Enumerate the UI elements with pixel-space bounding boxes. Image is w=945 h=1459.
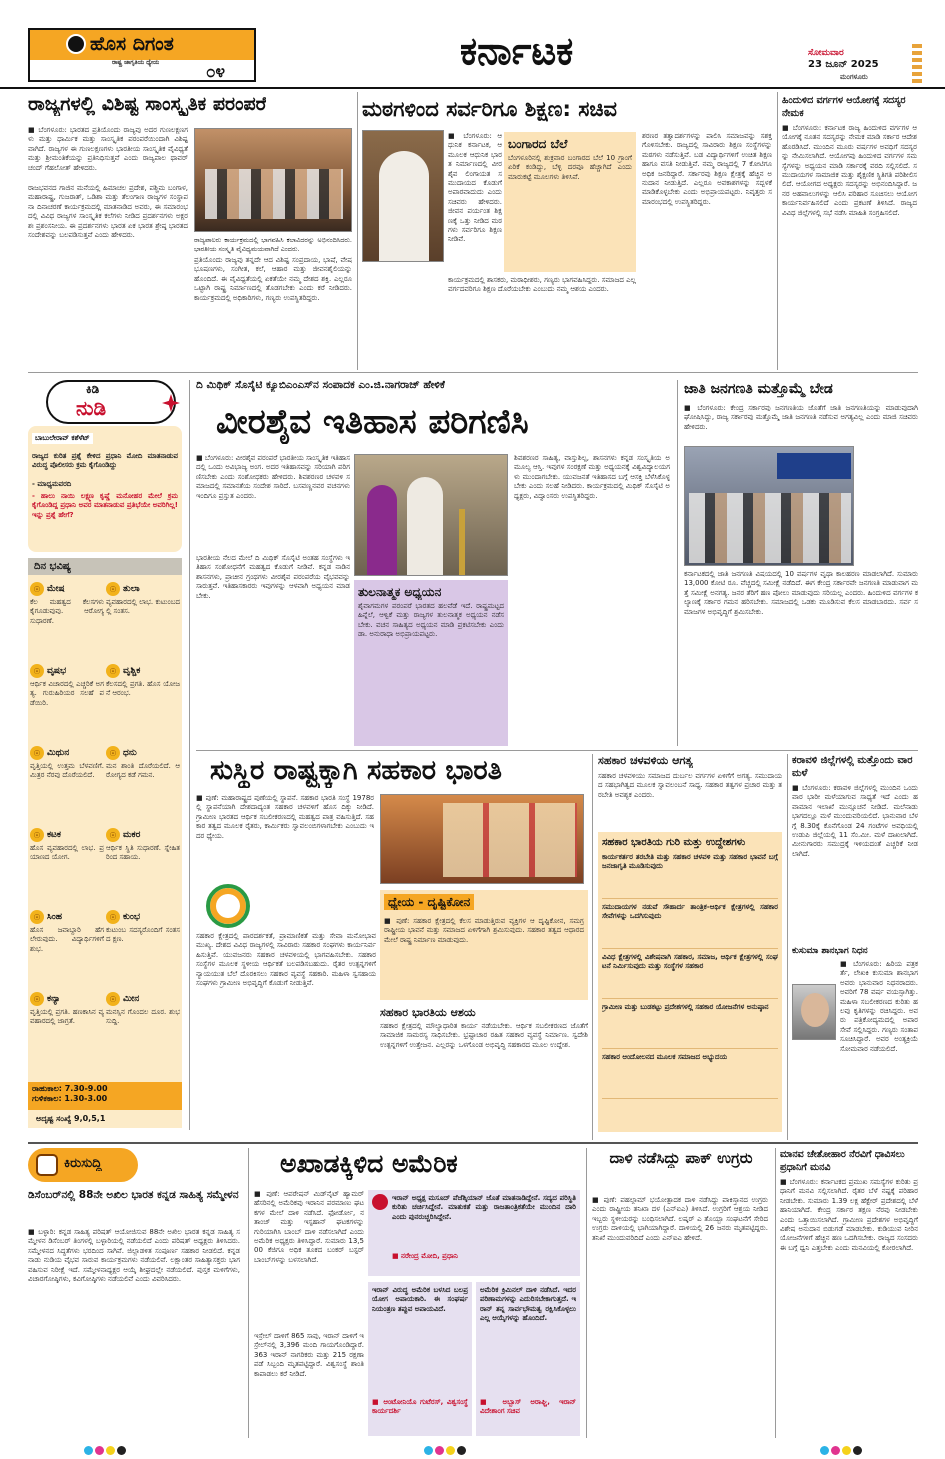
horoscope-sign-head — [30, 582, 104, 596]
story-education — [362, 92, 772, 360]
horoscope-sign — [106, 746, 180, 826]
zodiac-icon: ☉ — [106, 664, 120, 678]
kiru-body: ■ ಬಳ್ಳಾರಿ: ಕನ್ನಡ ಸಾಹಿತ್ಯ ಪರಿಷತ್ ಆಯೋಜಿಸುವ 88ನೇ ಅಖಿಲ ಭಾರತ ಕನ್ನಡ ಸಾಹಿತ್ಯ ಸಮ್ಮೇಳನ ಡಿಸೆಂಬರ್ ತಿಂಗಳಲ್ಲಿ ಬಳ್ಳಾರಿಯಲ್ಲಿ ನಡೆಯಲಿದೆ ಎಂದು ಪರಿಷತ್ ಅಧ್ಯಕ್ಷರು ತಿಳಿಸಿದರು. ಸಮ್ಮೇಳನದ ಸಿದ್ಧತೆಗಳು ಭರದಿಂದ ಸಾಗಿವೆ. ಜಿಲ್ಲಾಡಳಿತ ಸಂಪೂರ್ಣ ಸಹಕಾರ ನೀಡಲಿದೆ. ಕನ್ನಡ ನಾಡು ನುಡಿಯ ವೈಭವ ಸಾರುವ ಕಾರ್ಯಕ್ರಮಗಳು ನಡೆಯಲಿವೆ. ಲಕ್ಷಾಂತರ ಸಾಹಿತ್ಯಾಸಕ್ತರು ಭಾಗವಹಿಸುವ ನಿರೀಕ್ಷೆ ಇದೆ. ಸಮ್ಮೇಳನಾಧ್ಯಕ್ಷರ ಆಯ್ಕೆ ಶೀಘ್ರದಲ್ಲೇ ನಡೆಯಲಿದೆ. ಪುಸ್ತಕ ಮಳಿಗೆಗಳು, ವಿಚಾರಗೋಷ್ಠಿಗಳು, ಕವಿಗೋಷ್ಠಿಗಳು ನಡೆಯಲಿವೆ ಎಂದು ವಿವರಿಸಿದರು. — [28, 1228, 240, 1284]
registration-marks-right — [820, 1440, 864, 1459]
horoscope-sign-head — [106, 910, 180, 924]
goal-item: ಸಹಕಾರ ಆಂದೋಲನದ ಮೂಲಕ ಸಮಾಜದ ಅಭ್ಯುದಯ — [602, 1053, 778, 1099]
horoscope-sign-text: ಆರ್ಥಿಕ ವಿಚಾರದಲ್ಲಿ ಎಚ್ಚರಿಕೆ ಅಗತ್ಯ. ಗುರುಹಿರಿಯರ ಸಲಹೆ ಪಡೆಯಿರಿ. — [30, 680, 104, 707]
col-rule — [248, 1148, 249, 1438]
reg-cyan — [424, 1446, 433, 1455]
horoscope-sign-text: ಮನ ಶಾಂತಿ ದೊರೆಯಲಿದೆ. ಆರೋಗ್ಯದ ಕಡೆ ಗಮನ. — [106, 762, 180, 780]
zodiac-icon: ☉ — [30, 910, 44, 924]
zodiac-icon: ☉ — [30, 664, 44, 678]
lead-photo — [354, 454, 508, 576]
education-body-1: ■ ಬೆಂಗಳೂರು: ಆಧುನಿಕ ಕರ್ನಾಟಕ, ಆ ಮೂಲಕ ಆಧುನಿಕ ಭಾರತ ನಿರ್ಮಾಣದಲ್ಲಿ ವೀರಶೈವ ಲಿಂಗಾಯತ ಸಮುದಾಯದ ಕೊಡುಗೆ ಅಪಾರವಾದುದು ಎಂದು ಸಚಿವರು ಹೇಳಿದರು. ಜೀವನ ಪರ್ಯಂತ ಶಿಕ್ಷಣಕ್ಕೆ ಒತ್ತು ನೀಡಿದ ಮಠಗಳು ಸರ್ವರಿಗೂ ಶಿಕ್ಷಣ ನೀಡಿವೆ. — [448, 132, 502, 244]
story-america — [254, 1148, 580, 1438]
issue-date: 23 ಜೂನ್ 2025 — [808, 59, 879, 70]
story-appeal — [780, 1148, 918, 1438]
horoscope-sign — [106, 910, 180, 990]
horoscope-sign — [106, 582, 180, 662]
page-number: ೦೪ — [206, 62, 226, 82]
horoscope-sign — [30, 664, 104, 744]
masthead — [0, 0, 945, 86]
census-photo — [684, 446, 854, 566]
culture-headline: ರಾಜ್ಯಗಳಲ್ಲಿ ವಿಶಿಷ್ಟ ಸಾಂಸ್ಕೃತಿಕ ಪರಂಪರೆ — [28, 93, 267, 115]
horoscope-sign-name: ಕುಂಭ — [123, 912, 141, 922]
horoscope-sign-text: ಆರ್ಥಿಕ ಸ್ಥಿತಿ ಸುಧಾರಣೆ. ಸ್ನೇಹಿತರಿಂದ ಸಹಾಯ. — [106, 844, 180, 862]
gold-inset-body: ಬೆಂಗಳೂರಿನಲ್ಲಿ ಶುಕ್ರವಾರ ಬಂಗಾರದ ಬೆಲೆ 10 ಗ್ರಾಂಗೆ ಏರಿಕೆ ಕಂಡಿದ್ದು, ಬೆಳ್ಳಿ ದರವೂ ಹೆಚ್ಚಾಗಿದೆ ಎಂದು ಮಾರುಕಟ್ಟೆ ಮೂಲಗಳು ತಿಳಿಸಿವೆ. — [508, 154, 632, 181]
kala-box — [28, 1082, 182, 1110]
horoscope-sign-name: ಕಟಕ — [47, 830, 61, 840]
horoscope-sign — [30, 828, 104, 908]
photo-face — [801, 993, 829, 1027]
quote-araghchi — [476, 1282, 580, 1436]
lead-headline: ವೀರಶೈವ ಇತಿಹಾಸ ಪರಿಗಣಿಸಿ — [216, 402, 529, 442]
goal-item: ಗ್ರಾಮೀಣ ಮತ್ತು ಬುಡಕಟ್ಟು ಪ್ರದೇಶಗಳಲ್ಲಿ ಸಹಕಾರ ಯೋಜನೆಗಳ ಅನುಷ್ಠಾನ — [602, 1003, 778, 1049]
nudi-title: ನುಡಿ — [76, 396, 107, 420]
goals-inset — [598, 832, 782, 1132]
horoscope-sign-text: ಹೊಸ ವ್ಯವಹಾರದಲ್ಲಿ ಲಾಭ. ಪ್ರಯಾಣದ ಯೋಗ. — [30, 844, 104, 862]
america-headline: ಅಖಾಡಕ್ಕಿಳಿದ ಅಮೆರಿಕ — [280, 1149, 458, 1178]
horoscope-grid — [30, 582, 180, 1062]
col-rule — [189, 380, 190, 1130]
horoscope-sign — [106, 664, 180, 744]
appeal-body: ■ ಬೆಂಗಳೂರು: ಕರ್ನಾಟಕದ ಪ್ರಮುಖ ಸಮಸ್ಯೆಗಳ ಕುರಿತು ಪ್ರಧಾನಿಗೆ ಮನವಿ ಸಲ್ಲಿಸಲಾಗಿದೆ. ರೈತರ ಬೆಳೆ ನಷ್ಟಕ್ಕೆ ಪರಿಹಾರ ನೀಡಬೇಕು. ಸುಮಾರು 1.39 ಲಕ್ಷ ಹೆಕ್ಟೇರ್ ಪ್ರದೇಶದಲ್ಲಿ ಬೆಳೆ ಹಾನಿಯಾಗಿದೆ. ಕೇಂದ್ರ ಸರ್ಕಾರ ತಕ್ಷಣ ನೆರವು ನೀಡಬೇಕು ಎಂದು ಒತ್ತಾಯಿಸಲಾಗಿದೆ. ಗ್ರಾಮೀಣ ಪ್ರದೇಶಗಳ ಅಭಿವೃದ್ಧಿಗೆ ವಿಶೇಷ ಅನುದಾನ ಬಿಡುಗಡೆ ಮಾಡಬೇಕು. ಕುಡಿಯುವ ನೀರಿನ ಯೋಜನೆಗಳಿಗೆ ಹೆಚ್ಚಿನ ಹಣ ಒದಗಿಸಬೇಕು. ರಾಜ್ಯದ ಸಂಸದರು ಈ ಬಗ್ಗೆ ಧ್ವನಿ ಎತ್ತಬೇಕು ಎಂದು ಮನವಿಯಲ್ಲಿ ಕೋರಲಾಗಿದೆ. — [780, 1178, 918, 1252]
education-headline: ಮಠಗಳಿಂದ ಸರ್ವರಿಗೂ ಶಿಕ್ಷಣ: ಸಚಿವ — [362, 97, 617, 121]
horoscope-sign — [106, 828, 180, 908]
rahu-kala: ರಾಹುಕಾಲ: 7.30-9.00 — [32, 1084, 108, 1093]
culture-caption: ರಾಜ್ಯಪಾಲರು ಕಾರ್ಯಕ್ರಮದಲ್ಲಿ ಭಾಗವಹಿಸಿ ಕಲಾವಿದರನ್ನು ಅಭಿನಂದಿಸಿದರು. ಭಾರತೀಯ ಸಂಸ್ಕೃತಿ ವೈವಿಧ್ಯಮಯವಾಗಿದೆ ಎಂದರು. — [194, 236, 352, 254]
sahakar-body-2: ಸಹಕಾರ ಕ್ಷೇತ್ರದಲ್ಲಿ ಪಾರದರ್ಶಕತೆ, ಪ್ರಾಮಾಣಿಕತೆ ಮತ್ತು ಸೇವಾ ಮನೋಭಾವ ಮುಖ್ಯ. ದೇಶದ ವಿವಿಧ ರಾಜ್ಯಗಳಲ್ಲಿ ಸಾವಿರಾರು ಸಹಕಾರ ಸಂಘಗಳು ಕಾರ್ಯನಿರ್ವಹಿಸುತ್ತಿವೆ. ಯುವಜನರು ಸಹಕಾರ ಚಳವಳಿಯಲ್ಲಿ ಭಾಗವಹಿಸಬೇಕು. ಸಹಕಾರ ಸಂಸ್ಥೆಗಳ ಮೂಲಕ ಸ್ಥಳೀಯ ಆರ್ಥಿಕತೆ ಬಲಪಡಿಸಬಹುದು. ರೈತರ ಉತ್ಪನ್ನಗಳಿಗೆ ನ್ಯಾಯಯುತ ಬೆಲೆ ದೊರಕಿಸಲು ಸಹಕಾರ ವ್ಯವಸ್ಥೆ ಸಹಕಾರಿ. ಮಹಿಳಾ ಸ್ವಸಹಾಯ ಸಂಘಗಳು ಗ್ರಾಮೀಣ ಅಭಿವೃದ್ಧಿಗೆ ಕೊಡುಗೆ ನೀಡುತ್ತಿವೆ. — [196, 932, 376, 988]
horoscope-sign — [30, 992, 104, 1072]
horoscope-sign-name: ತುಲಾ — [123, 584, 140, 594]
horoscope-sign-head — [106, 992, 180, 1006]
zodiac-icon: ☉ — [30, 746, 44, 760]
kidi-nudi-box — [28, 380, 182, 552]
horoscope-sign-name: ಮಿಥುನ — [47, 748, 70, 758]
zodiac-icon: ☉ — [30, 582, 44, 596]
horoscope-sign-text: ಕೆಲ ಮಹತ್ವದ ಕೆಲಸಗಳು ಕೈಗೂಡುವುವು. ಆರೋಗ್ಯ ಸುಧಾರಣೆ. — [30, 598, 104, 625]
horoscope-sign-head — [106, 746, 180, 760]
photo-people — [205, 169, 343, 219]
issue-day: ಸೋಮವಾರ — [808, 48, 844, 58]
col-rule — [677, 380, 678, 746]
census-headline: ಜಾತಿ ಜನಗಣತಿ ಮತ್ತೊಮ್ಮೆ ಬೇಡ — [684, 381, 833, 397]
goal-item: ಸಮುದಾಯಗಳ ನಡುವೆ ಸೌಹಾರ್ದ ತಾಂತ್ರಿಕ-ಆರ್ಥಿಕ ಕ್ಷೇತ್ರಗಳಲ್ಲಿ ಸಹಕಾರ ಸೇವೆಗಳನ್ನು ಒದಗಿಸುವುದು — [602, 903, 778, 949]
quote-guterres-text: ಇರಾನ್ ವಿರುದ್ಧ ಅಮೆರಿಕ ಬಳಸಿದ ಬಲಪ್ರಯೋಗ ಅಪಾಯಕಾರಿ. ಈ ಸಂಘರ್ಷ ನಿಯಂತ್ರಣ ತಪ್ಪುವ ಅಪಾಯವಿದೆ. — [372, 1286, 468, 1313]
horoscope-sign-head — [30, 992, 104, 1006]
masthead-tagline: ರಾಷ್ಟ್ರ ಜಾಗೃತಿಯ ಧ್ಯೇಯ — [112, 59, 160, 66]
reg-yellow — [106, 1446, 115, 1455]
col-rule — [777, 92, 778, 370]
appeal-headline: ಮಾನವ ಚೇತೋಹಾರ ನೆರವಿಗೆ ಧಾವಿಸಲು ಪ್ರಧಾನಿಗೆ ಮನವಿ — [780, 1149, 905, 1173]
section-rule — [196, 750, 918, 751]
education-photo — [362, 130, 444, 262]
lead-body-3: ಶಿವಶರಣರ ಸಾಹಿತ್ಯ, ವಾಸ್ತುಶಿಲ್ಪ, ಶಾಸನಗಳು ಕನ್ನಡ ಸಂಸ್ಕೃತಿಯ ಅಮೂಲ್ಯ ಆಸ್ತಿ. ಇವುಗಳ ಸಂರಕ್ಷಣೆ ಮತ್ತು ಅಧ್ಯಯನಕ್ಕೆ ವಿಶ್ವವಿದ್ಯಾಲಯಗಳು ಮುಂದಾಗಬೇಕು. ಯುವಜನತೆ ಇತಿಹಾಸದ ಬಗ್ಗೆ ಆಸಕ್ತಿ ಬೆಳೆಸಿಕೊಳ್ಳಬೇಕು ಎಂದು ಸಲಹೆ ನೀಡಿದರು. ಕಾರ್ಯಕ್ರಮದಲ್ಲಿ ಮಿಥಿಕ್ ಸೊಸೈಟಿ ಅಧ್ಯಕ್ಷರು, ವಿದ್ವಾಂಸರು ಉಪಸ್ಥಿತರಿದ್ದರು. — [514, 454, 670, 500]
horoscope-title: ದಿನ ಭವಿಷ್ಯ — [28, 558, 182, 575]
lucky-number: ಅದೃಷ್ಟ ಸಂಖ್ಯೆ 9,0,5,1 — [36, 1114, 106, 1123]
horoscope-sign-head — [106, 828, 180, 842]
masthead-logo: ಹೊಸ ದಿಗಂತ — [90, 33, 174, 55]
rain-headline: ಕರಾವಳಿ ಜಿಲ್ಲೆಗಳಲ್ಲಿ ಮತ್ತೊಂದು ವಾರ ಮಳೆ — [792, 755, 913, 779]
kidi-badge — [46, 380, 176, 424]
story-culture — [28, 92, 352, 360]
horoscope-sign-text: ಕೆಲಸದಲ್ಲಿ ಪ್ರಗತಿ. ಹೊಸ ಯೋಜನೆ ಆರಂಭ. — [106, 680, 180, 698]
kiru-headline: ಡಿಸೆಂಬರ್‌ನಲ್ಲಿ 88ನೇ ಅಖಿಲ ಭಾರತ ಕನ್ನಡ ಸಾಹಿತ್ಯ ಸಮ್ಮೇಳನ — [28, 1189, 239, 1201]
culture-body-2: ರಾಜಭವನದ ಗಾಜಿನ ಮನೆಯಲ್ಲಿ ಹಿಮಾಚಲ ಪ್ರದೇಶ, ಪಶ್ಚಿಮ ಬಂಗಾಳ, ಮಹಾರಾಷ್ಟ್ರ, ಗುಜರಾತ್, ಒಡಿಶಾ ಮತ್ತು ತೆಲಂಗಾಣ ರಾಜ್ಯಗಳ ಸಂಸ್ಥಾಪನಾ ದಿನಾಚರಣೆ ಕಾರ್ಯಕ್ರಮದಲ್ಲಿ ಮಾತನಾಡಿದ ಅವರು, ಈ ಸಮಾರಂಭದಲ್ಲಿ ವಿವಿಧ ರಾಜ್ಯಗಳ ಸಾಂಸ್ಕೃತಿಕ ಕಲೆಗಳು ನೀಡಿದ ಪ್ರದರ್ಶನಗಳು ಅಕ್ಷರಶಃ ಪ್ರಶಂಸನೀಯ. ಈ ಪ್ರದರ್ಶನಗಳು ಭಾರತ ಏಕ ಭಾರತ ಶ್ರೇಷ್ಠ ಭಾರತದ ಸಂದೇಶವನ್ನು ಬಲಪಡಿಸುತ್ತವೆ ಎಂದು ಹೇಳಿದರು. — [28, 184, 188, 240]
horoscope-sign-head — [106, 664, 180, 678]
quote-araghchi-text: ಅಮೆರಿಕ ಕ್ರಿಮಿನಲ್ ದಾಳಿ ನಡೆಸಿದೆ. ಇದರ ಪರಿಣಾಮಗಳನ್ನು ಎದುರಿಸಬೇಕಾಗುತ್ತದೆ. ಇರಾನ್ ತನ್ನ ಸಾರ್ವಭೌಮತ್ವ ರಕ್ಷಿಸಿಕೊಳ್ಳಲು ಎಲ್ಲ ಆಯ್ಕೆಗಳನ್ನು ಹೊಂದಿದೆ. — [480, 1286, 576, 1323]
horoscope-sign-text: ವ್ಯವಹಾರದಲ್ಲಿ ಲಾಭ. ಕುಟುಂಬದಲ್ಲಿ ಸಂತಸ. — [106, 598, 180, 616]
vision-inset — [380, 890, 588, 1000]
photo-portraits — [443, 803, 577, 877]
zodiac-icon: ☉ — [106, 746, 120, 760]
reg-magenta — [831, 1446, 840, 1455]
horoscope-sign-head — [30, 664, 104, 678]
culture-body-1: ■ ಬೆಂಗಳೂರು: ಭಾರತದ ಪ್ರತಿಯೊಂದು ರಾಜ್ಯವು ಅದರ ಗುಣಲಕ್ಷಣಗಳು ಮತ್ತು ಧಾರ್ಮಿಕ ಮತ್ತು ಸಾಂಸ್ಕೃತಿಕ ಪರಂಪರೆಯಿಂದಾಗಿ ವಿಶಿಷ್ಟವಾಗಿದೆ. ರಾಜ್ಯಗಳ ಈ ಗುಣಲಕ್ಷಣಗಳು ಭಾರತೀಯ ಸಾಂಸ್ಕೃತಿಕ ವೈವಿಧ್ಯತೆ ಮತ್ತು ಶ್ರೀಮಂತಿಕೆಯನ್ನು ಪ್ರತಿನಿಧಿಸುತ್ತವೆ ಎಂದು ರಾಜ್ಯಪಾಲ ಥಾವರ್ ಚಂದ್ ಗೆಹಲೋತ್ ಹೇಳಿದರು. — [28, 126, 188, 172]
horoscope-box — [28, 558, 182, 1128]
kidi-quote: ರಾಜ್ಯದ ಕುರಿತ ಪ್ರಶ್ನೆ ಕೇಳಿದ ಪ್ರಧಾನಿ ಮೋದಿ ಮಾತನಾಡುವ ವಿರುದ್ಧ ಪೊಲೀಸರು ಕ್ರಮ ಕೈಗೊಂಡಿದ್ದು — [32, 452, 178, 470]
col-rule — [592, 754, 593, 1140]
masthead-rule — [0, 87, 945, 89]
horoscope-sign-name: ಕನ್ಯಾ — [47, 994, 61, 1004]
quote-modi — [368, 1190, 580, 1276]
education-body-2: ಕಾರ್ಯಕ್ರಮದಲ್ಲಿ ಶಾಸಕರು, ಮಠಾಧೀಶರು, ಗಣ್ಯರು ಭಾಗವಹಿಸಿದ್ದರು. ಸಮಾಜದ ಎಲ್ಲ ವರ್ಗದವರಿಗೂ ಶಿಕ್ಷಣ ದೊರೆಯಬೇಕು ಎಂಬುದು ನಮ್ಮ ಆಶಯ ಎಂದರು. — [448, 276, 636, 294]
photo-man — [407, 477, 443, 576]
quote-mark-icon — [372, 1194, 388, 1210]
goals-title: ಸಹಕಾರ ಭಾರತಿಯ ಗುರಿ ಮತ್ತು ಉದ್ದೇಶಗಳು — [602, 837, 746, 848]
horoscope-sign — [30, 746, 104, 826]
horoscope-sign — [106, 992, 180, 1072]
story-pak — [592, 1148, 768, 1438]
kidi-source: - ಮಾಧ್ಯಮವರದಿ — [32, 480, 72, 488]
obit-body: ■ ಬೆಂಗಳೂರು: ಹಿರಿಯ ಪತ್ರಕರ್ತೆ, ಲೇಖಕಿ ಕುಸುಮಾ ಶಾನಭಾಗ ಅವರು ಭಾನುವಾರ ನಿಧನರಾದರು. ಅವರಿಗೆ 78 ವರ್ಷ ವಯಸ್ಸಾಗಿತ್ತು. ಮಹಿಳಾ ಸಬಲೀಕರಣದ ಕುರಿತು ಹಲವು ಕೃತಿಗಳನ್ನು ರಚಿಸಿದ್ದರು. ಅವರು ಪತ್ರಿಕೋದ್ಯಮದಲ್ಲಿ ಅಪಾರ ಸೇವೆ ಸಲ್ಲಿಸಿದ್ದರು. ಗಣ್ಯರು ಸಂತಾಪ ಸೂಚಿಸಿದ್ದಾರೆ. ಅವರ ಅಂತ್ಯಕ್ರಿಯೆ ಸೋಮವಾರ ನಡೆಯಲಿದೆ. — [840, 960, 918, 1053]
kidi-response: - ಹಾಲು ನಾಯಿ ಲಕ್ಷ್ಮಣ ಕೃಷ್ಣೆ ಮನೋಹರ ಮೇಲೆ ಕ್ರಮ ಕೈಗೊಂಡಿದ್ದ ಪ್ರಧಾನಿ ಅವರ ಮಾತನಾಡುವ ಪ್ರತಿಭೆಯೇ ಅವರಿಗಿಲ್ಲ! ಇನ್ನು ಪ್ರಶ್ನೆ ಹೇಗೆ? — [32, 492, 178, 519]
lead-kicker: ದಿ ಮಿಥಿಕ್ ಸೊಸೈಟಿ ಕ್ಯೂಬಿಎಂಎಸ್‌ನ ಸಂಪಾದಕ ಎಂ.ಜಿ.ನಾಗರಾಜ್ ಹೇಳಿಕೆ — [196, 379, 445, 391]
hand-icon — [36, 1154, 58, 1176]
section-rule — [28, 372, 918, 373]
goal-item: ಕಾರ್ಯಕರ್ತರ ತರಬೇತಿ ಮತ್ತು ಸಹಕಾರ ಚಳವಳಿ ಮತ್ತು ಸಹಕಾರ ಭಾವನೆ ಬಗ್ಗೆ ಜನಜಾಗೃತಿ ಮೂಡಿಸುವುದು — [602, 853, 778, 899]
census-body-1: ■ ಬೆಂಗಳೂರು: ಕೇಂದ್ರ ಸರ್ಕಾರವು ಜನಗಣತಿಯ ಜೊತೆಗೆ ಜಾತಿ ಜನಗಣತಿಯನ್ನು ಮಾಡುವುದಾಗಿ ಘೋಷಿಸಿದ್ದು, ರಾಜ್ಯ ಸರ್ಕಾರವು ಮತ್ತೊಮ್ಮೆ ಜಾತಿ ಜನಗಣತಿ ನಡೆಸುವ ಅಗತ್ಯವಿಲ್ಲ ಎಂದು ಮಾಜಿ ಸಚಿವರು ಹೇಳಿದರು. — [684, 404, 918, 431]
margin-stripes — [912, 44, 922, 84]
zodiac-icon: ☉ — [30, 992, 44, 1006]
photo-person — [379, 151, 429, 262]
quote-araghchi-by: ■ ಅಬ್ಬಾಸ್ ಅರಾಘ್ಚಿ, ಇರಾನ್ ವಿದೇಶಾಂಗ ಸಚಿವ — [480, 1398, 576, 1416]
horoscope-sign-name: ಸಿಂಹ — [47, 912, 63, 922]
horoscope-sign — [30, 582, 104, 662]
aashay-body: ಸಹಕಾರ ಕ್ಷೇತ್ರದಲ್ಲಿ ಮೌಲ್ಯಾಧಾರಿತ ಕಾರ್ಯ ನಡೆಯಬೇಕು. ಆರ್ಥಿಕ ಸಬಲೀಕರಣದ ಜೊತೆಗೆ ಸಾಮಾಜಿಕ ಸಾಮರಸ್ಯ ಸಾಧಿಸಬೇಕು. ಭ್ರಷ್ಟಾಚಾರ ರಹಿತ ಸಹಕಾರ ವ್ಯವಸ್ಥೆ ನಿರ್ಮಾಣ. ಸ್ವದೇಶಿ ಉತ್ಪನ್ನಗಳಿಗೆ ಉತ್ತೇಜನ. ಎಲ್ಲರನ್ನು ಒಳಗೊಂಡ ಅಭಿವೃದ್ಧಿ ಸಹಕಾರದ ಮೂಲ ಉದ್ದೇಶ. — [380, 1022, 588, 1049]
registration-marks-left — [84, 1440, 128, 1459]
reg-yellow — [842, 1446, 851, 1455]
story-rain — [792, 754, 918, 1140]
edition-city: ಮಂಗಳೂರು — [840, 73, 868, 81]
sahakar-body-1: ■ ಪುಣೆ: ಮಹಾರಾಷ್ಟ್ರದ ಪುಣೆಯಲ್ಲಿ ಸ್ಥಾಪನೆ. ಸಹಕಾರ ಭಾರತಿ ಸಂಸ್ಥೆ 1978ರಲ್ಲಿ ಸ್ಥಾಪನೆಯಾಗಿ ದೇಶದಾದ್ಯಂತ ಸಹಕಾರ ಚಳವಳಿಗೆ ಹೊಸ ದಿಕ್ಕು ನೀಡಿದೆ. ಗ್ರಾಮೀಣ ಭಾರತದ ಆರ್ಥಿಕ ಸಬಲೀಕರಣದಲ್ಲಿ ಮಹತ್ವದ ಪಾತ್ರ ವಹಿಸುತ್ತಿದೆ. ಸಹಕಾರ ತತ್ವದ ಮೂಲಕ ರೈತರು, ಕಾರ್ಮಿಕರು ಸ್ವಾವಲಂಬಿಗಳಾಗಬೇಕು ಎಂಬುದು ಇದರ ಧ್ಯೇಯ. — [196, 794, 374, 840]
quote-guterres-by: ■ ಆಂಟೋನಿಯೊ ಗುಟೆರಸ್, ವಿಶ್ವಸಂಸ್ಥೆ ಕಾರ್ಯದರ್ಶಿ — [372, 1398, 468, 1416]
zodiac-icon: ☉ — [30, 828, 44, 842]
horoscope-sign-text: ಮನಸ್ಸಿನ ಗೊಂದಲ ದೂರ. ಶುಭ ಸುದ್ದಿ. — [106, 1008, 180, 1026]
comparative-body: ಶೈವಾಗಮಗಳ ಪರಂಪರೆ ಭಾರತದ ಹಲವೆಡೆ ಇದೆ. ರಾಷ್ಟ್ರಮಟ್ಟದ ಹಿನ್ನೆಲೆ, ಆಳ್ವಿಕೆ ಮತ್ತು ರಾಜ್ಯಗಳ ತುಲನಾತ್ಮಕ ಅಧ್ಯಯನ ನಡೆಸಬೇಕು. ವಚನ ಸಾಹಿತ್ಯದ ಅಧ್ಯಯನ ಮಾಡಿ ಪ್ರಕಟಿಸಬೇಕು ಎಂದು ಡಾ. ಅನುರಾಧಾ ಅಭಿಪ್ರಾಯಪಟ್ಟರು. — [358, 602, 504, 639]
lead-body-1: ■ ಬೆಂಗಳೂರು: ವೀರಶೈವ ಪರಂಪರೆ ಭಾರತೀಯ ಸಾಂಸ್ಕೃತಿಕ ಇತಿಹಾಸದಲ್ಲಿ ಒಂದು ಅವಿಭಾಜ್ಯ ಅಂಗ. ಅದರ ಇತಿಹಾಸವನ್ನು ಸರಿಯಾಗಿ ಪರಿಗಣಿಸಬೇಕು ಎಂದು ಸಂಶೋಧಕರು ಹೇಳಿದರು. ಶಿವಶರಣರ ಚಳವಳಿ ಸಮಾಜದಲ್ಲಿ ಸಮಾನತೆಯ ಸಂದೇಶ ಸಾರಿದೆ. ಬಸವಣ್ಣನವರ ವಚನಗಳು ಇಂದಿಗೂ ಪ್ರಸ್ತುತ ಎಂದರು. — [196, 454, 350, 500]
goals-list — [602, 853, 778, 1099]
vision-title: ಧ್ಯೇಯ - ದೃಷ್ಟಿಕೋನ — [384, 894, 474, 910]
obit-photo — [792, 984, 836, 1040]
commission-headline: ಹಿಂದುಳಿದ ವರ್ಗಗಳ ಆಯೋಗಕ್ಕೆ ಸದಸ್ಯರ ನೇಮಕ — [782, 95, 906, 119]
logo-emblem-icon — [66, 34, 86, 54]
kidi-author: ಬಾಬುಲೇರಾವ್ ಕಶೆಳೆಟ್ — [32, 433, 93, 444]
horoscope-sign-name: ಮೀನ — [123, 994, 140, 1004]
reg-black — [853, 1446, 862, 1455]
horoscope-sign-head — [30, 828, 104, 842]
section-rule — [28, 1142, 918, 1144]
masthead-logo-panel — [28, 28, 256, 82]
zodiac-icon: ☉ — [106, 582, 120, 596]
reg-magenta — [95, 1446, 104, 1455]
photo-banner — [777, 453, 851, 479]
culture-body-3: ಪ್ರತಿಯೊಂದು ರಾಜ್ಯವು ತನ್ನದೇ ಆದ ವಿಶಿಷ್ಟ ಸಂಪ್ರದಾಯ, ಭಾಷೆ, ವೇಷಭೂಷಣಗಳು, ಸಂಗೀತ, ಕಲೆ, ಆಹಾರ ಮತ್ತು ಜೀವನಶೈಲಿಯನ್ನು ಹೊಂದಿದೆ. ಈ ವೈವಿಧ್ಯತೆಯಲ್ಲಿ ಏಕತೆಯೇ ನಮ್ಮ ದೇಶದ ಶಕ್ತಿ. ಎಲ್ಲರೂ ಒಟ್ಟಾಗಿ ರಾಷ್ಟ್ರ ನಿರ್ಮಾಣದಲ್ಲಿ ತೊಡಗಬೇಕು ಎಂದು ಕರೆ ನೀಡಿದರು. ಕಾರ್ಯಕ್ರಮದಲ್ಲಿ ಅಧಿಕಾರಿಗಳು, ಗಣ್ಯರು ಉಪಸ್ಥಿತರಿದ್ದರು. — [194, 256, 352, 302]
chalavali-headline: ಸಹಕಾರ ಚಳವಳಿಯ ಆಗತ್ಯ — [598, 754, 693, 767]
reg-magenta — [435, 1446, 444, 1455]
sahakar-headline: ಸುಸ್ಥಿರ ರಾಷ್ಟ್ರಕ್ಕಾಗಿ ಸಹಕಾರ ಭಾರತಿ — [210, 755, 502, 786]
photo-panel — [689, 493, 851, 563]
education-body-3: ಶರಣರ ತತ್ವಾದರ್ಶಗಳನ್ನು ಪಾಲಿಸಿ ಸಮಾಜವನ್ನು ಸಶಕ್ತಗೊಳಿಸಬೇಕು. ರಾಜ್ಯದಲ್ಲಿ ಸಾವಿರಾರು ಶಿಕ್ಷಣ ಸಂಸ್ಥೆಗಳನ್ನು ಮಠಗಳು ನಡೆಸುತ್ತಿವೆ. ಬಡ ವಿದ್ಯಾರ್ಥಿಗಳಿಗೆ ಉಚಿತ ಶಿಕ್ಷಣ ಹಾಗೂ ವಸತಿ ನೀಡುತ್ತಿವೆ. ನಮ್ಮ ರಾಜ್ಯದಲ್ಲಿ 7 ಕೋಟಿಗೂ ಅಧಿಕ ಜನರಿದ್ದಾರೆ. ಸರ್ಕಾರವು ಶಿಕ್ಷಣ ಕ್ಷೇತ್ರಕ್ಕೆ ಹೆಚ್ಚಿನ ಅನುದಾನ ನೀಡುತ್ತಿದೆ. ಎಲ್ಲರೂ ಅವಕಾಶಗಳನ್ನು ಸದ್ಬಳಕೆ ಮಾಡಿಕೊಳ್ಳಬೇಕು ಎಂದು ಅಭಿಪ್ರಾಯಪಟ್ಟರು. ನಿವೃತ್ತರು ಸಮಾರಂಭದಲ್ಲಿ ಉಪಸ್ಥಿತರಿದ್ದರು. — [642, 132, 772, 206]
vision-body: ■ ಪುಣೆ: ಸಹಕಾರ ಕ್ಷೇತ್ರದಲ್ಲಿ ಕೆಲಸ ಮಾಡುತ್ತಿರುವ ವ್ಯಕ್ತಿಗಳ ಆ ದೃಷ್ಟಿಕೋನ, ಸಮಗ್ರ ರಾಷ್ಟ್ರೀಯ ಭಾವನೆ ಮತ್ತು ಸಮಾಜದ ಏಳಿಗೆಗಾಗಿ ಶ್ರಮಿಸುವುದು. ಸಹಕಾರ ತತ್ವದ ಆಧಾರದ ಮೇಲೆ ರಾಷ್ಟ್ರ ನಿರ್ಮಾಣ ಮಾಡುವುದು. — [384, 917, 584, 944]
horoscope-sign-name: ಮೇಷ — [47, 584, 65, 594]
col-rule — [586, 1148, 587, 1438]
horoscope-sign-text: ಕುಟುಂಬ ಸದಸ್ಯರೊಂದಿಗೆ ಸಂತಸದ ಕ್ಷಣ. — [106, 926, 180, 944]
lead-body-2: ಭಾರತೀಯ ನೆಲದ ಮೇಲೆ ದಿ ಮಿಥಿಕ್ ಸೊಸೈಟಿ ಅಂತಹ ಸಂಸ್ಥೆಗಳು ಇತಿಹಾಸ ಸಂಶೋಧನೆಗೆ ಮಹತ್ವದ ಕೊಡುಗೆ ನೀಡಿವೆ. ಕನ್ನಡ ನಾಡಿನ ಶಾಸನಗಳು, ಪ್ರಾಚೀನ ಗ್ರಂಥಗಳು ವೀರಶೈವ ಪರಂಪರೆಯ ವೈಭವವನ್ನು ಸಾರುತ್ತವೆ. ಇತಿಹಾಸಕಾರರು ಇವುಗಳನ್ನು ಆಳವಾಗಿ ಅಧ್ಯಯನ ಮಾಡಬೇಕು. — [196, 554, 350, 600]
gold-inset-title: ಬಂಗಾರದ ಬೆಲೆ — [508, 137, 568, 151]
sahakar-photo — [380, 794, 584, 884]
story-chalavali — [598, 754, 782, 1140]
quote-modi-by: ■ ನರೇಂದ್ರ ಮೋದಿ, ಪ್ರಧಾನಿ — [392, 1252, 458, 1260]
story-census — [684, 378, 918, 746]
col-rule — [775, 1148, 776, 1438]
america-body-2: ಇಸ್ರೇಲ್ ದಾಳಿಗೆ 865 ಸಾವು, ಇರಾನ್ ದಾಳಿಗೆ ಇಸ್ರೇಲ್‌ನಲ್ಲಿ 3,396 ಮಂದಿ ಗಾಯಗೊಂಡಿದ್ದಾರೆ. 363 ಇರಾನ್ ನಾಗರಿಕರು ಮತ್ತು 215 ರಕ್ಷಣಾ ಪಡೆ ಸಿಬ್ಬಂದಿ ಮೃತಪಟ್ಟಿದ್ದಾರೆ. ವಿಶ್ವಸಂಸ್ಥೆ ಶಾಂತಿ ಕಾಪಾಡಲು ಕರೆ ನೀಡಿದೆ. — [254, 1332, 364, 1378]
photo-lamp — [459, 509, 465, 576]
quote-modi-text: ಇರಾನ್ ಅಧ್ಯಕ್ಷ ಮಸೂದ್ ಪೆಜೆಶ್ಕಿಯಾನ್ ಜೊತೆ ಮಾತನಾಡಿದ್ದೇನೆ. ಸದ್ಯದ ಪರಿಸ್ಥಿತಿ ಕುರಿತು ಚರ್ಚಿಸಿದ್ದೇನೆ. ಮಾತುಕತೆ ಮತ್ತು ರಾಜತಾಂತ್ರಿಕತೆಯೇ ಮುಂದಿನ ದಾರಿ ಎಂದು ಪುನರುಚ್ಚರಿಸಿದ್ದೇನೆ. — [392, 1194, 576, 1221]
obit-headline: ಕುಸುಮಾ ಶಾನಭಾಗ ನಿಧನ — [792, 946, 868, 956]
horoscope-sign-head — [30, 910, 104, 924]
story-sahakar — [196, 754, 588, 1140]
col-rule — [787, 754, 788, 1140]
horoscope-sign-name: ವೃಶ್ಚಿಕ — [123, 666, 141, 676]
horoscope-sign-text: ಹೊಸ ಜವಾಬ್ದಾರಿ ಹೆಗಲೇರುವುದು. ವಿದ್ಯಾರ್ಥಿಗಳಿಗೆ ಶುಭ. — [30, 926, 104, 953]
story-veerashaiva — [196, 378, 670, 746]
census-body-2: ಕರ್ನಾಟಕದಲ್ಲಿ ಜಾತಿ ಜನಗಣತಿ ವಿಷಯದಲ್ಲಿ 10 ವರ್ಷಗಳ ವೃಥಾ ಕಾಲಹರಣ ಮಾಡಲಾಗಿದೆ. ಸುಮಾರು 13,000 ಕೋಟಿ ರೂ. ವೆಚ್ಚದಲ್ಲಿ ಸಮೀಕ್ಷೆ ನಡೆದಿದೆ. ಈಗ ಕೇಂದ್ರ ಸರ್ಕಾರವೇ ಜನಗಣತಿ ಮಾಡುವಾಗ ಮತ್ತೆ ಸಮೀಕ್ಷೆ ಅನಗತ್ಯ. ಜನರ ತೆರಿಗೆ ಹಣ ಪೋಲು ಮಾಡುವುದು ಸರಿಯಲ್ಲ ಎಂದರು. ಹಿಂದುಳಿದ ವರ್ಗಗಳ ಕಲ್ಯಾಣಕ್ಕೆ ಸರ್ಕಾರ ಗಮನ ಹರಿಸಬೇಕು. ಸಮಾಜದಲ್ಲಿ ಒಡಕು ಮೂಡಿಸುವ ಕೆಲಸ ಮಾಡಬಾರದು. ಸರ್ವ ಸಮಾಜಗಳ ಅಭಿವೃದ್ಧಿಗೆ ಶ್ರಮಿಸಬೇಕು. — [684, 570, 918, 616]
horoscope-sign-name: ಧನು — [123, 748, 137, 758]
quote-guterres — [368, 1282, 472, 1436]
pak-body: ■ ಪುಣೆ: ಪಹಲ್ಗಾಮ್ ಭಯೋತ್ಪಾದಕ ದಾಳಿ ನಡೆಸಿದ್ದು ಪಾಕಿಸ್ತಾನದ ಉಗ್ರರು ಎಂದು ರಾಷ್ಟ್ರೀಯ ತನಿಖಾ ದಳ (ಎನ್‌ಐಎ) ತಿಳಿಸಿದೆ. ಉಗ್ರರಿಗೆ ಆಶ್ರಯ ನೀಡಿದ ಇಬ್ಬರು ಸ್ಥಳೀಯರನ್ನು ಬಂಧಿಸಲಾಗಿದೆ. ಲಷ್ಕರ್ ಎ ತೊಯ್ಬಾ ಸಂಘಟನೆಗೆ ಸೇರಿದ ಉಗ್ರರು ದಾಳಿಯಲ್ಲಿ ಭಾಗಿಯಾಗಿದ್ದಾರೆ. ದಾಳಿಯಲ್ಲಿ 26 ಜನರು ಮೃತಪಟ್ಟಿದ್ದರು. ತನಿಖೆ ಮುಂದುವರಿದಿದೆ ಎಂದು ಎನ್‌ಐಎ ಹೇಳಿದೆ. — [592, 1196, 768, 1242]
horoscope-sign-name: ಮಕರ — [123, 830, 141, 840]
kidi-content — [28, 426, 182, 552]
photo-woman — [367, 485, 397, 576]
rain-body: ■ ಬೆಂಗಳೂರು: ಕರಾವಳಿ ಜಿಲ್ಲೆಗಳಲ್ಲಿ ಮುಂದಿನ ಒಂದು ವಾರ ಭಾರೀ ಮಳೆಯಾಗುವ ಸಾಧ್ಯತೆ ಇದೆ ಎಂದು ಹವಾಮಾನ ಇಲಾಖೆ ಮುನ್ಸೂಚನೆ ನೀಡಿದೆ. ಮಲೆನಾಡು ಭಾಗದಲ್ಲೂ ಮಳೆ ಮುಂದುವರಿಯಲಿದೆ. ಭಾನುವಾರ ಬೆಳಗ್ಗೆ 8.30ಕ್ಕೆ ಕೊನೆಗೊಂಡ 24 ಗಂಟೆಗಳ ಅವಧಿಯಲ್ಲಿ ಉಡುಪಿ ಜಿಲ್ಲೆಯಲ್ಲಿ 11 ಸೆಂ.ಮೀ. ಮಳೆ ದಾಖಲಾಗಿದೆ. ಮೀನುಗಾರರು ಸಮುದ್ರಕ್ಕೆ ಇಳಿಯದಂತೆ ಎಚ್ಚರಿಕೆ ನೀಡಲಾಗಿದೆ. — [792, 784, 918, 858]
zodiac-icon: ☉ — [106, 992, 120, 1006]
comparative-inset — [354, 580, 508, 746]
commission-body: ■ ಬೆಂಗಳೂರು: ಕರ್ನಾಟಕ ರಾಜ್ಯ ಹಿಂದುಳಿದ ವರ್ಗಗಳ ಆಯೋಗಕ್ಕೆ ನೂತನ ಸದಸ್ಯರನ್ನು ನೇಮಕ ಮಾಡಿ ಸರ್ಕಾರ ಆದೇಶ ಹೊರಡಿಸಿದೆ. ಮುಂದಿನ ಮೂರು ವರ್ಷಗಳ ಅವಧಿಗೆ ಸದಸ್ಯರನ್ನು ನೇಮಿಸಲಾಗಿದೆ. ಆಯೋಗವು ಹಿಂದುಳಿದ ವರ್ಗಗಳ ಸಮಸ್ಯೆಗಳನ್ನು ಅಧ್ಯಯನ ಮಾಡಿ ಸರ್ಕಾರಕ್ಕೆ ವರದಿ ಸಲ್ಲಿಸಲಿದೆ. ಸಮುದಾಯಗಳ ಸಾಮಾಜಿಕ ಮತ್ತು ಶೈಕ್ಷಣಿಕ ಸ್ಥಿತಿಗತಿ ಪರಿಶೀಲಿಸಲಿದೆ. ಆಯೋಗದ ಅಧ್ಯಕ್ಷರು ಸದಸ್ಯರನ್ನು ಅಭಿನಂದಿಸಿದ್ದಾರೆ. ಜನರ ಅಹವಾಲುಗಳನ್ನು ಆಲಿಸಿ ಪರಿಹಾರ ಸೂಚಿಸಲು ಆಯೋಗ ಕಾರ್ಯನಿರ್ವಹಿಸಲಿದೆ ಎಂದು ಪ್ರಕಟಣೆ ತಿಳಿಸಿದೆ. ರಾಜ್ಯದ ವಿವಿಧ ಜಿಲ್ಲೆಗಳಲ್ಲಿ ಸಭೆ ನಡೆಸಿ ಮಾಹಿತಿ ಸಂಗ್ರಹಿಸಲಿದೆ. — [782, 124, 917, 217]
horoscope-sign-head — [30, 746, 104, 760]
horoscope-sign-text: ವೃತ್ತಿಯಲ್ಲಿ ಪ್ರಗತಿ. ಹಣಕಾಸಿನ ವ್ಯವಹಾರದಲ್ಲಿ ಜಾಗ್ರತೆ. — [30, 1008, 104, 1026]
aashay-title: ಸಹಕಾರ ಭಾರತಿಯ ಆಶಯ — [380, 1006, 476, 1019]
horoscope-sign — [30, 910, 104, 990]
comparative-title: ತುಲನಾತ್ಮಕ ಅಧ್ಯಯನ — [358, 585, 442, 599]
story-commission — [782, 94, 917, 360]
pak-headline: ದಾಳಿ ನಡೆಸಿದ್ದು ಪಾಕ್ ಉಗ್ರರು — [609, 1149, 753, 1167]
horoscope-sign-head — [106, 582, 180, 596]
kidi-title: ಕಿಡಿ — [86, 382, 100, 396]
sahakar-logo-icon — [206, 884, 250, 928]
reg-cyan — [84, 1446, 93, 1455]
reg-cyan — [820, 1446, 829, 1455]
registration-marks-mid — [424, 1440, 468, 1459]
america-body-1: ■ ಪುಣೆ: ಆಪರೇಷನ್ ಮಿಡ್‌ನೈಟ್ ಹ್ಯಾಮರ್ ಹೆಸರಿನಲ್ಲಿ ಅಮೆರಿಕವು ಇರಾನಿನ ಪರಮಾಣು ಘಟಕಗಳ ಮೇಲೆ ದಾಳಿ ನಡೆಸಿದೆ. ಫೋರ್ಡೋ, ನತಾಂಜ್ ಮತ್ತು ಇಸ್ಫಹಾನ್ ಘಟಕಗಳನ್ನು ಗುರಿಯಾಗಿಸಿ ಬಾಂಬ್ ದಾಳಿ ನಡೆಸಲಾಗಿದೆ ಎಂದು ಅಮೆರಿಕ ಅಧ್ಯಕ್ಷರು ತಿಳಿಸಿದ್ದಾರೆ. ಸುಮಾರು 13,500 ಕೆಜಿಗೂ ಅಧಿಕ ತೂಕದ ಬಂಕರ್ ಬಸ್ಟರ್ ಬಾಂಬ್‌ಗಳನ್ನು ಬಳಸಲಾಗಿದೆ. — [254, 1190, 364, 1264]
section-title: ಕರ್ನಾಟಕ — [460, 29, 574, 73]
horoscope-sign-text: ವೃತ್ತಿಯಲ್ಲಿ ಉತ್ತಮ ಬೆಳವಣಿಗೆ. ಮಿತ್ರರ ನೆರವು ದೊರೆಯಲಿದೆ. — [30, 762, 104, 780]
zodiac-icon: ☉ — [106, 828, 120, 842]
col-rule — [357, 92, 358, 370]
reg-black — [117, 1446, 126, 1455]
horoscope-sign-name: ವೃಷಭ — [47, 666, 67, 676]
goal-item: ವಿವಿಧ ಕ್ಷೇತ್ರಗಳಲ್ಲಿ ವಿಶೇಷವಾಗಿ ಸಹಕಾರ, ಸಮಾಜ, ಆರ್ಥಿಕ ಕ್ಷೇತ್ರಗಳಲ್ಲಿ ಸಂಘಟನೆ ನಿರ್ಮಿಸುವುದು ಮತ್ತು ಸಂಸ್ಥೆಗಳ ಸಹಕಾರ — [602, 953, 778, 999]
gulika-kala: ಗುಳಿಕಕಾಲ: 1.30-3.00 — [32, 1094, 108, 1103]
chalavali-body: ಸಹಕಾರ ಚಳವಳಿಯು ಸಮಾಜದ ದುರ್ಬಲ ವರ್ಗಗಳ ಏಳಿಗೆಗೆ ಅಗತ್ಯ. ಸಮುದಾಯದ ಸಹಭಾಗಿತ್ವದ ಮೂಲಕ ಸ್ವಾವಲಂಬನೆ ಸಾಧ್ಯ. ಸಹಕಾರ ತತ್ವಗಳ ಪ್ರಚಾರ ಮತ್ತು ತರಬೇತಿ ಅವಶ್ಯಕ ಎಂದರು. — [598, 772, 782, 799]
reg-black — [457, 1446, 466, 1455]
culture-photo — [194, 128, 352, 232]
gold-inset — [504, 132, 636, 272]
kiru-label: ಕಿರುಸುದ್ದಿ — [64, 1156, 102, 1171]
story-kiru — [28, 1148, 240, 1438]
reg-yellow — [446, 1446, 455, 1455]
zodiac-icon: ☉ — [106, 910, 120, 924]
